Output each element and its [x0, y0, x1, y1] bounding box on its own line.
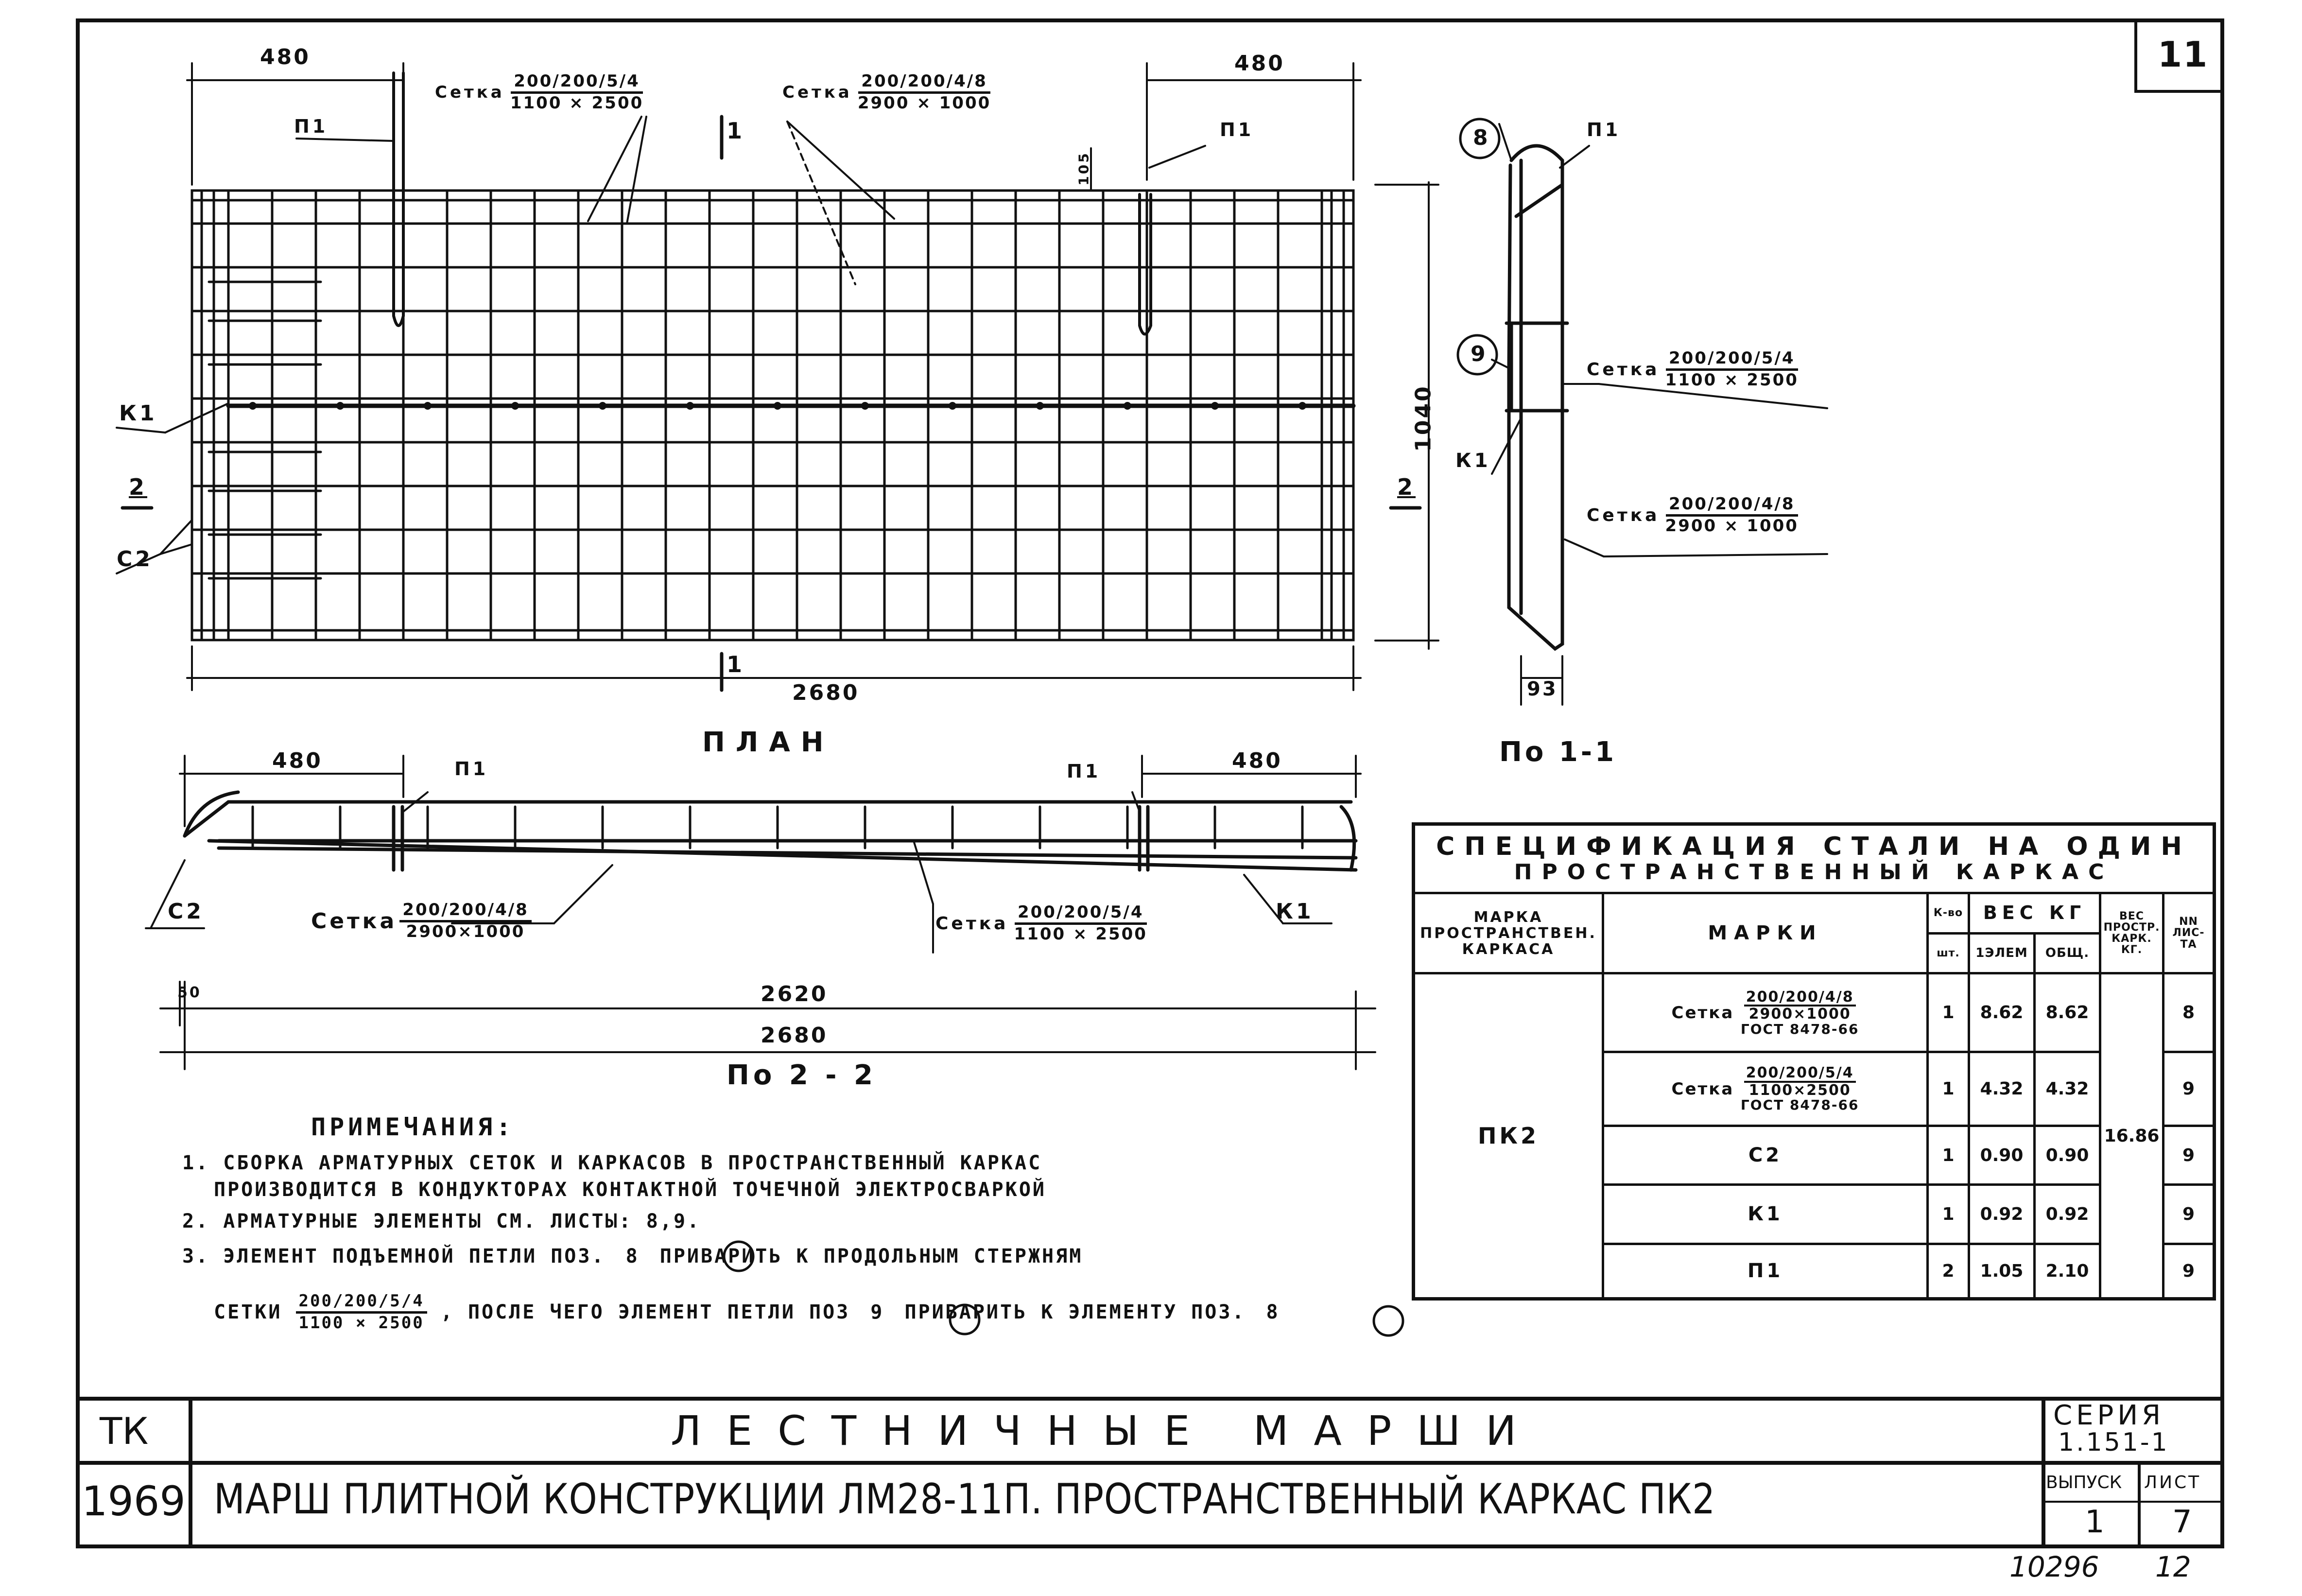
s22-mesh-a-label	[935, 904, 1150, 943]
plan-dim-bottom: 2680	[792, 680, 860, 705]
spec-row-4-elem: 0.92	[1969, 1185, 2035, 1244]
spec-row-2-fraction	[1741, 1065, 1859, 1112]
plan-loop-right	[1140, 194, 1151, 334]
s22-dim-2680: 2680	[761, 1023, 828, 1048]
note-3b-den: 1100 × 2500	[298, 1313, 424, 1333]
plan-weld-dot	[511, 402, 519, 410]
note-3b-mid: , ПОСЛЕ ЧЕГО ЭЛЕМЕНТ ПЕТЛИ ПОЗ	[440, 1301, 850, 1324]
tb-sheet: 7	[2172, 1504, 2192, 1540]
spec-row-2-mark	[1603, 1052, 1928, 1126]
s11-view-label: По 1-1	[1499, 736, 1617, 768]
s11-p1: П1	[1587, 119, 1621, 140]
plan-weld-dot	[1211, 402, 1219, 410]
s11-k1: К1	[1455, 450, 1491, 472]
tb-year: 1969	[82, 1477, 186, 1525]
spec-h-frame-weight: ВЕС ПРОСТР. КАРК. КГ.	[2100, 893, 2164, 973]
plan-weld-dot	[249, 402, 257, 410]
plan-mesh-b-prefix: Сетка	[782, 83, 852, 103]
plan-weld-dot	[599, 402, 606, 410]
spec-row-1-num: 200/200/4/8	[1744, 989, 1856, 1007]
plan-section-mark-b: 1	[727, 651, 745, 677]
footer-page-number: 12	[2155, 1550, 2191, 1583]
note-3b-pos8: 8	[1266, 1301, 1280, 1324]
plan-weld-dot	[861, 402, 869, 410]
spec-title-line2: ПРОСТРАНСТВЕННЫЙ КАРКАС	[1514, 860, 2114, 885]
plan-weld-dot	[774, 402, 781, 410]
plan-dim-top-left: 480	[260, 45, 311, 69]
spec-h-frame-mark: МАРКА ПРОСТРАНСТВЕН. КАРКАСА	[1414, 893, 1603, 973]
spec-h-qty: К-во	[1928, 893, 1969, 933]
spec-row-5-total: 2.10	[2035, 1244, 2100, 1299]
note-pos8-circle-b	[1374, 1306, 1403, 1336]
notes-title: ПРИМЕЧАНИЯ:	[311, 1113, 515, 1141]
note-1b: ПРОИЗВОДИТСЯ В КОНДУКТОРАХ КОНТАКТНОЙ ТОЧЕЧНОЙ ЭЛЕКТРОСВАРКОЙ	[214, 1179, 1047, 1201]
plan-mesh-a-prefix: Сетка	[435, 83, 505, 103]
s11-mesh-b-fraction	[1662, 496, 1801, 535]
spec-row-2-total: 4.32	[2035, 1052, 2100, 1126]
spec-row-1-gost: ГОСТ 8478-66	[1740, 1021, 1859, 1037]
spec-row-5-mark: П1	[1603, 1244, 1928, 1299]
spec-row-2-num: 200/200/5/4	[1744, 1065, 1856, 1083]
s11-mesh-a-prefix: Сетка	[1587, 359, 1660, 380]
tb-series-label: СЕРИЯ	[2053, 1400, 2165, 1431]
note-3b-fraction	[296, 1293, 427, 1332]
plan-mesh-a-num: 200/200/5/4	[511, 73, 643, 94]
spec-row-2-elem: 4.32	[1969, 1052, 2035, 1126]
plan-view-label: ПЛАН	[702, 727, 834, 758]
s22-dim-right: 480	[1232, 748, 1282, 773]
tb-subtitle: МАРШ ПЛИТНОЙ КОНСТРУКЦИИ ЛМ28-11П. ПРОСТРАНСТВЕННЫЙ КАРКАС ПК2	[214, 1475, 1716, 1524]
spec-h-elem: 1ЭЛЕМ	[1969, 933, 2035, 973]
s11-mesh-a-label	[1587, 350, 1801, 389]
s22-view-label: По 2 - 2	[727, 1059, 877, 1091]
plan-dim-small: 105	[1075, 151, 1092, 186]
spec-row-2-den: 1100×2500	[1748, 1081, 1851, 1099]
note-3a-end: ПРИВАРИТЬ К ПРОДОЛЬНЫМ СТЕРЖНЯМ	[659, 1245, 1083, 1267]
plan-mesh-b-label	[782, 73, 994, 112]
spec-row-4-qty: 1	[1928, 1185, 1969, 1244]
s22-dim-50: 50	[177, 984, 202, 1001]
s11-mesh-a-den: 1100 × 2500	[1665, 370, 1799, 390]
spec-frame-mark: ПК2	[1414, 973, 1603, 1299]
spec-row-1-elem: 8.62	[1969, 973, 2035, 1052]
s22-mesh-b-fraction	[399, 902, 532, 940]
tb-sheet-label: ЛИСТ	[2144, 1473, 2201, 1492]
plan-callout-k1: К1	[119, 401, 157, 426]
plan-mesh-b-den: 2900 × 1000	[857, 93, 991, 113]
plan-mesh-a-fraction	[507, 73, 646, 112]
s22-dim-left: 480	[272, 748, 323, 773]
spec-row-1-sheet: 8	[2164, 973, 2215, 1052]
plan-callout-p1-left: П1	[294, 116, 329, 137]
spec-row-3-elem: 0.90	[1969, 1126, 2035, 1184]
tb-issue-label: ВЫПУСК	[2046, 1473, 2122, 1492]
s11-mesh-b-den: 2900 × 1000	[1665, 516, 1799, 536]
spec-h-marks: МАРКИ	[1603, 893, 1928, 973]
plan-weld-dot	[686, 402, 694, 410]
s22-mesh-a-den: 1100 × 2500	[1014, 924, 1147, 944]
plan-weld-dot	[1124, 402, 1131, 410]
spec-row-2-gost: ГОСТ 8478-66	[1740, 1097, 1859, 1113]
spec-h-weight: ВЕС КГ	[1969, 893, 2100, 933]
spec-row-4-sheet: 9	[2164, 1185, 2215, 1244]
spec-row-2-prefix: Сетка	[1671, 1079, 1734, 1099]
plan-weld-dot	[949, 402, 956, 410]
plan-callout-p1-right: П1	[1220, 119, 1254, 140]
section-1-1-frame	[1506, 146, 1567, 649]
spec-h-total: ОБЩ.	[2035, 933, 2100, 973]
spec-row-2-sheet: 9	[2164, 1052, 2215, 1126]
note-3a-pos: 8	[625, 1245, 640, 1267]
plan-weld-dot	[336, 402, 344, 410]
spec-h-qty-unit: шт.	[1928, 933, 1969, 973]
plan-section-mark-right: 2	[1397, 474, 1416, 500]
s11-mesh-a-fraction	[1662, 350, 1801, 389]
plan-mesh-b-fraction	[855, 73, 994, 112]
note-3b-mid2: ПРИВАРИТЬ К ЭЛЕМЕНТУ ПОЗ.	[904, 1301, 1246, 1324]
s22-c2: С2	[168, 899, 204, 924]
tb-series: 1.151-1	[2058, 1428, 2169, 1457]
tb-title: ЛЕСТНИЧНЫЕ МАРШИ	[671, 1407, 1542, 1455]
s11-pos8: 8	[1473, 125, 1488, 150]
spec-row-5-sheet: 9	[2164, 1244, 2215, 1299]
spec-row-1-prefix: Сетка	[1671, 1003, 1734, 1023]
spec-row-5-qty: 2	[1928, 1244, 1969, 1299]
spec-row-1-total: 8.62	[2035, 973, 2100, 1052]
spec-row-3-mark: С2	[1603, 1126, 1928, 1184]
plan-weld-dot	[1298, 402, 1306, 410]
s22-mesh-b-label	[311, 902, 532, 940]
spec-table	[1412, 822, 2216, 1301]
s11-mesh-b-label	[1587, 496, 1801, 535]
note-3b-pos9: 9	[870, 1301, 884, 1324]
spec-title	[1414, 824, 2215, 893]
spec-title-line1: СПЕЦИФИКАЦИЯ СТАЛИ НА ОДИН	[1436, 832, 2192, 861]
note-3b-pre: СЕТКИ	[214, 1301, 282, 1324]
s22-p1-left: П1	[454, 758, 489, 780]
plan-mesh-a-label	[435, 73, 646, 112]
note-2: 2. АРМАТУРНЫЕ ЭЛЕМЕНТЫ СМ. ЛИСТЫ: 8,9.	[182, 1210, 701, 1232]
spec-row-3-sheet: 9	[2164, 1126, 2215, 1184]
s22-mesh-b-num: 200/200/4/8	[399, 902, 532, 922]
spec-row-4-total: 0.92	[2035, 1185, 2100, 1244]
s22-p1-right: П1	[1067, 761, 1101, 782]
s11-pos9: 9	[1471, 342, 1486, 366]
plan-mesh-a-den: 1100 × 2500	[510, 93, 644, 113]
s11-mesh-a-num: 200/200/5/4	[1666, 350, 1798, 371]
tb-issue: 1	[2085, 1504, 2105, 1540]
s22-mesh-b-den: 2900×1000	[406, 921, 525, 941]
note-3a-start: 3. ЭЛЕМЕНТ ПОДЪЕМНОЙ ПЕТЛИ ПОЗ.	[182, 1245, 606, 1267]
plan-dim-height: 1040	[1411, 384, 1436, 452]
s11-dim: 93	[1527, 678, 1558, 700]
s11-mesh-b-prefix: Сетка	[1587, 505, 1660, 525]
note-3b	[214, 1293, 1287, 1332]
spec-row-1-fraction	[1741, 989, 1859, 1036]
tb-org: ТК	[100, 1409, 149, 1453]
plan-section-mark-a: 1	[727, 118, 745, 144]
spec-row-5-elem: 1.05	[1969, 1244, 2035, 1299]
plan-section-mark-left: 2	[129, 474, 148, 500]
spec-h-sheets: NN ЛИС-ТА	[2164, 893, 2215, 973]
spec-row-4-mark: К1	[1603, 1185, 1928, 1244]
footer-doc-number: 10296	[2009, 1550, 2099, 1583]
section-2-2-frame	[185, 792, 1356, 870]
s22-dim-2620: 2620	[761, 982, 828, 1006]
spec-row-1-mark	[1603, 973, 1928, 1052]
s11-mesh-b-num: 200/200/4/8	[1666, 496, 1798, 517]
s22-mesh-a-prefix: Сетка	[935, 913, 1009, 934]
plan-callout-c2: С2	[117, 547, 153, 572]
spec-frame-weight: 16.86	[2100, 973, 2164, 1299]
spec-row-2-qty: 1	[1928, 1052, 1969, 1126]
note-3b-num: 200/200/5/4	[296, 1293, 427, 1314]
s22-mesh-a-fraction	[1011, 904, 1150, 943]
s22-mesh-a-num: 200/200/5/4	[1015, 904, 1147, 925]
plan-mesh-b-num: 200/200/4/8	[858, 73, 990, 94]
plan-weld-dot	[1036, 402, 1044, 410]
note-3a	[182, 1245, 1083, 1267]
spec-row-3-total: 0.90	[2035, 1126, 2100, 1184]
spec-row-1-den: 2900×1000	[1748, 1006, 1851, 1023]
note-1a: 1. СБОРКА АРМАТУРНЫХ СЕТОК И КАРКАСОВ В ПРОСТРАНСТВЕННЫЙ КАРКАС	[182, 1152, 1042, 1174]
spec-row-1-qty: 1	[1928, 973, 1969, 1052]
s22-mesh-b-prefix: Сетка	[311, 908, 398, 934]
s22-k1: К1	[1276, 899, 1314, 924]
plan-dim-top-right: 480	[1234, 51, 1285, 76]
plan-weld-dot	[424, 402, 432, 410]
spec-row-3-qty: 1	[1928, 1126, 1969, 1184]
sheet-number: 11	[2158, 34, 2209, 75]
